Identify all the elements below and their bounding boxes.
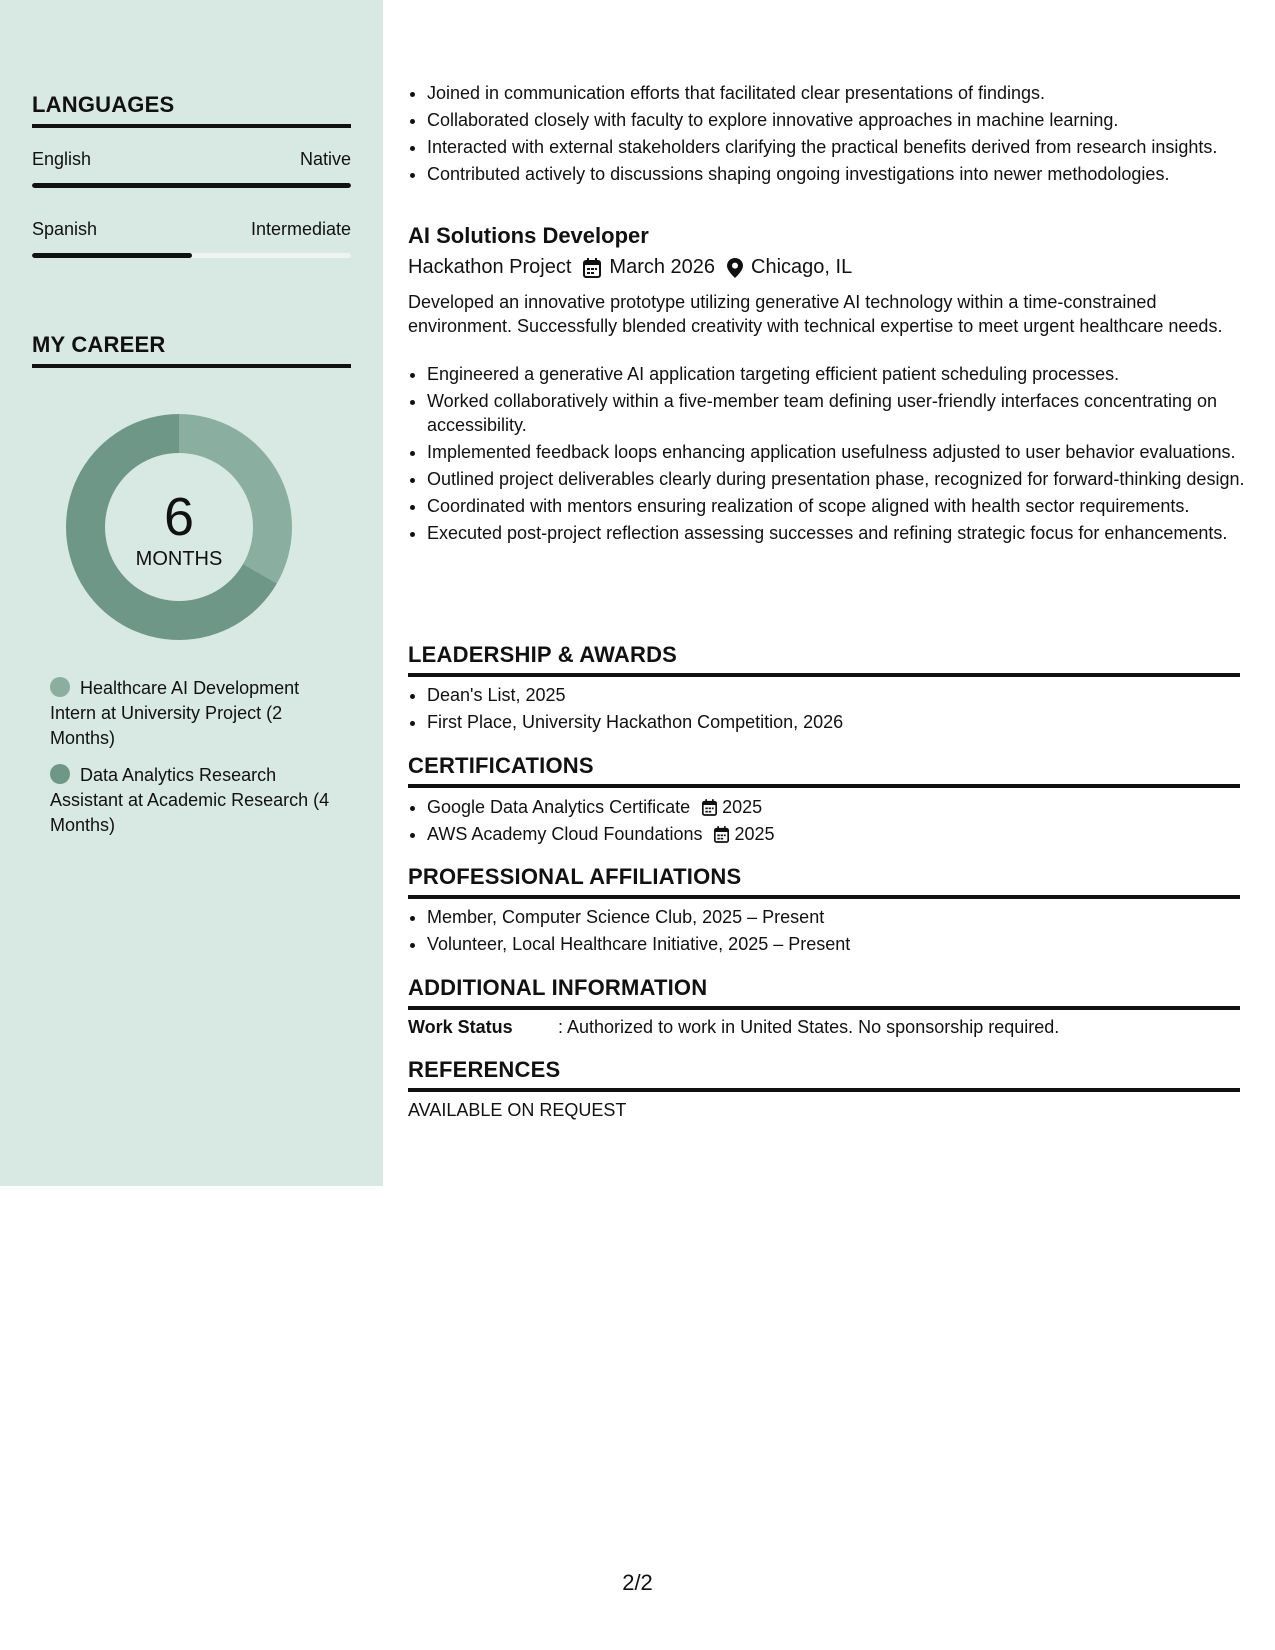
references-title: REFERENCES xyxy=(408,1057,1240,1092)
career-legend-item xyxy=(50,676,330,751)
list-item: • Member, Computer Science Club, 2025 – Present xyxy=(427,905,1259,929)
career-total-months: 6 xyxy=(163,486,195,547)
calendar-icon xyxy=(714,826,729,843)
location-pin-icon xyxy=(727,258,743,278)
language-name: Spanish xyxy=(32,219,98,239)
sidebar xyxy=(0,0,383,1186)
language-bar-english xyxy=(32,183,351,188)
calendar-icon xyxy=(583,258,601,278)
previous-job-bullets xyxy=(408,81,1259,189)
certification-year: 2025 xyxy=(722,797,763,817)
leadership-title: LEADERSHIP & AWARDS xyxy=(408,642,1240,677)
job-description: Developed an innovative prototype utilizing generative AI technology within a time-constrained environment. Successfully blended creativity with technical expertise to meet urgent healthcare needs. xyxy=(408,292,1223,336)
list-item xyxy=(427,795,1259,819)
career-title: MY CAREER xyxy=(32,332,351,368)
certifications-list xyxy=(408,795,1259,849)
language-name: English xyxy=(32,149,92,169)
job-meta xyxy=(408,256,1240,279)
career-legend-item xyxy=(50,763,330,838)
calendar-icon xyxy=(702,799,717,816)
certification-name: • Google Data Analytics Certificate xyxy=(427,797,691,817)
job-location: Chicago, IL xyxy=(751,256,853,278)
languages-title: LANGUAGES xyxy=(32,92,351,128)
job-date: March 2026 xyxy=(609,256,716,278)
page-number: 2/2 xyxy=(622,1570,653,1595)
work-status-label: Work Status xyxy=(408,1017,513,1037)
list-item: • Engineered a generative AI application targeting efficient patient scheduling processes. xyxy=(427,362,1259,386)
career-legend-label: Healthcare AI Development Intern at University Project (2 Months) xyxy=(50,678,300,748)
certification-year: 2025 xyxy=(734,824,775,844)
affiliations-title: PROFESSIONAL AFFILIATIONS xyxy=(408,864,1240,899)
list-item: • Collaborated closely with faculty to explore innovative approaches in machine learning. xyxy=(427,108,1259,132)
language-bar-fill xyxy=(32,183,351,188)
list-item: • Dean's List, 2025 xyxy=(427,683,1259,707)
work-status-row xyxy=(408,1017,1240,1038)
list-item: • Implemented feedback loops enhancing application usefulness adjusted to user behavior evaluations. xyxy=(427,440,1259,464)
career-unit: MONTHS xyxy=(135,547,223,570)
language-bar-spanish xyxy=(32,253,351,258)
list-item: • Worked collaboratively within a five-member team defining user-friendly interfaces concentrating on accessibility. xyxy=(427,389,1259,437)
job-company: Hackathon Project xyxy=(408,256,572,278)
list-item: • Contributed actively to discussions shaping ongoing investigations into newer methodologies. xyxy=(427,162,1259,186)
language-row-english xyxy=(32,149,351,170)
career-legend-label: Data Analytics Research Assistant at Academic Research (4 Months) xyxy=(50,765,330,835)
list-item: • Joined in communication efforts that facilitated clear presentations of findings. xyxy=(427,81,1259,105)
list-item: • Executed post-project reflection assessing successes and refining strategic focus for enhancements. xyxy=(427,521,1259,545)
legend-dot-icon xyxy=(50,677,70,697)
work-status-value: : Authorized to work in United States. No sponsorship required. xyxy=(558,1017,1060,1037)
legend-dot-icon xyxy=(50,764,70,784)
list-item: • First Place, University Hackathon Competition, 2026 xyxy=(427,710,1259,734)
list-item: • Coordinated with mentors ensuring realization of scope aligned with health sector requirements. xyxy=(427,494,1259,518)
language-row-spanish xyxy=(32,219,351,240)
language-level: Native xyxy=(299,149,351,169)
leadership-list xyxy=(408,683,1259,737)
references-text: AVAILABLE ON REQUEST xyxy=(408,1100,627,1120)
list-item xyxy=(427,822,1259,846)
list-item: • Outlined project deliverables clearly during presentation phase, recognized for forward-thinking design. xyxy=(427,467,1259,491)
additional-info-title: ADDITIONAL INFORMATION xyxy=(408,975,1240,1010)
list-item: • Interacted with external stakeholders clarifying the practical benefits derived from research insights. xyxy=(427,135,1259,159)
job-title: AI Solutions Developer xyxy=(408,223,649,248)
language-level: Intermediate xyxy=(250,219,351,239)
job-bullets xyxy=(408,362,1259,548)
certification-name: • AWS Academy Cloud Foundations xyxy=(427,824,703,844)
list-item: • Volunteer, Local Healthcare Initiative, 2025 – Present xyxy=(427,932,1259,956)
certifications-title: CERTIFICATIONS xyxy=(408,753,1240,788)
affiliations-list xyxy=(408,905,1259,959)
language-bar-fill xyxy=(32,253,192,258)
career-donut-center xyxy=(66,414,292,640)
